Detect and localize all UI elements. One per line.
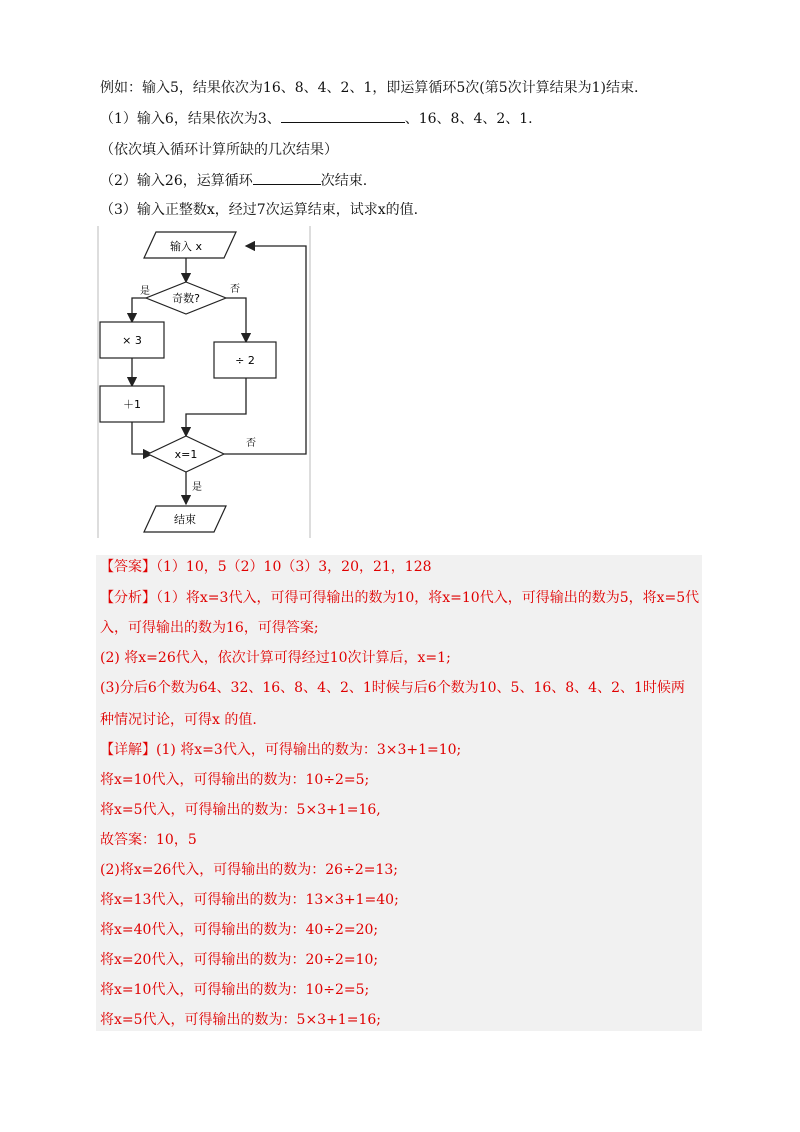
question-2-suffix: 次结束. (320, 173, 368, 189)
detail-line-3: 将x=5代入，可得输出的数为：5×3+1=16, (100, 802, 381, 818)
no-label-2: 否 (246, 438, 256, 449)
question-1-suffix: 、16、8、4、2、1. (404, 111, 533, 127)
yes-label-2: 是 (192, 482, 202, 493)
odd-question: 奇数? (172, 292, 200, 305)
times3-label: × 3 (122, 334, 142, 347)
detail-line-5: (2)将x=26代入，可得输出的数为：26÷2=13; (100, 862, 398, 878)
question-2 (100, 170, 367, 191)
detail-line-7: 将x=40代入，可得输出的数为：40÷2=20; (100, 922, 379, 938)
question-1 (100, 108, 533, 129)
answer-blank-1[interactable] (281, 108, 405, 123)
plus1-label: ＋1 (123, 398, 141, 411)
detail-line-10: 将x=5代入，可得输出的数为：5×3+1=16; (100, 1012, 381, 1028)
yes-label-1: 是 (140, 286, 150, 297)
answer-line: 【答案】（1）10，5（2）10（3）3，20，21，128 (100, 559, 432, 575)
question-1-prefix: （1）输入6，结果依次为3、 (100, 111, 281, 127)
end-condition: x=1 (174, 448, 198, 461)
end-label: 结束 (174, 513, 196, 526)
detail-line-6: 将x=13代入，可得输出的数为：13×3+1=40; (100, 892, 399, 908)
detail-line-2: 将x=10代入，可得输出的数为：10÷2=5; (100, 772, 370, 788)
analysis-line-3: (2) 将x=26代入，依次计算可得经过10次计算后，x=1; (100, 650, 451, 666)
question-3: （3）输入正整数x，经过7次运算结束，试求x的值. (100, 202, 419, 218)
analysis-line-5: 种情况讨论，可得x 的值. (100, 712, 257, 728)
analysis-line-2: 入，可得输出的数为16，可得答案; (100, 620, 319, 636)
example-line: 例如：输入5，结果依次为16、8、4、2、1，即运算循环5次(第5次计算结果为1)结束. (100, 80, 639, 96)
analysis-line-4: (3)分后6个数为64、32、16、8、4、2、1时候与后6个数为10、5、16、8、4、2、1时候两 (100, 680, 685, 696)
no-label-1: 否 (230, 284, 240, 295)
flowchart (96, 224, 312, 540)
detail-line-9: 将x=10代入，可得输出的数为：10÷2=5; (100, 982, 370, 998)
detail-line-8: 将x=20代入，可得输出的数为：20÷2=10; (100, 952, 379, 968)
analysis-line-1: 【分析】（1）将x=3代入，可得可得输出的数为10，将x=10代入，可得输出的数为5，将x=5代 (100, 590, 700, 606)
detail-line-1: 【详解】(1) 将x=3代入，可得输出的数为：3×3+1=10; (100, 742, 462, 758)
question-2-prefix: （2）输入26，运算循环 (100, 173, 253, 189)
detail-line-4: 故答案：10，5 (100, 832, 197, 848)
input-label: 输入 x (169, 240, 203, 253)
question-1-note: （依次填入循环计算所缺的几次结果） (100, 142, 338, 158)
div2-label: ÷ 2 (235, 354, 255, 367)
answer-blank-2[interactable] (253, 170, 321, 185)
